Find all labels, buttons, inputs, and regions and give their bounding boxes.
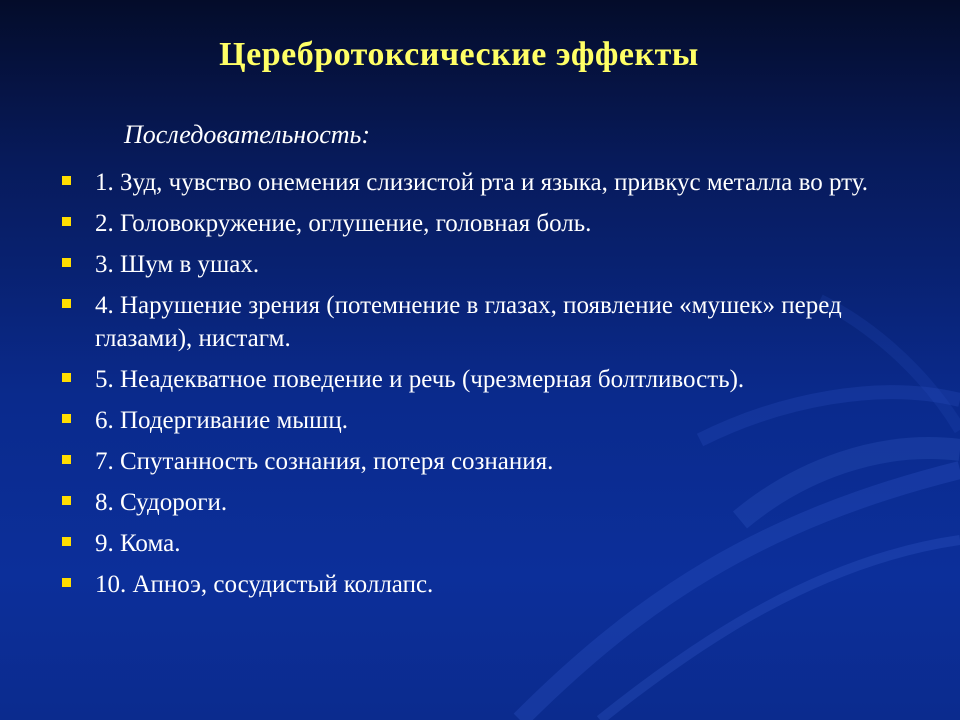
list-item [62,207,882,240]
square-bullet-icon [62,176,71,185]
list-item [62,363,882,396]
slide-subtitle: Последовательность: [124,120,370,149]
list-item [62,445,882,478]
list-item-text: 1. Зуд, чувство онемения слизистой рта и языка, привкус металла во рту. [95,169,868,196]
list-item-text: 10. Апноэ, сосудистый коллапс. [95,571,434,598]
square-bullet-icon [62,414,71,423]
list-item [62,486,882,519]
list-item [62,568,882,601]
list-item-text: 4. Нарушение зрения (потемнение в глазах, появление «мушек» перед глазами), нистагм. [95,292,842,352]
square-bullet-icon [62,537,71,546]
list-item-text: 3. Шум в ушах. [95,251,260,278]
list-item [62,166,882,199]
list-item-text: 8. Судороги. [95,489,228,516]
list-item [62,527,882,560]
square-bullet-icon [62,496,71,505]
square-bullet-icon [62,578,71,587]
list-item-text: 2. Головокружение, оглушение, головная боль. [95,210,592,237]
list-item-text: 5. Неадекватное поведение и речь (чрезмерная болтливость). [95,366,745,393]
list-item [62,404,882,437]
slide-title: Церебротоксические эффекты [219,36,699,73]
square-bullet-icon [62,217,71,226]
effects-list [62,166,882,609]
square-bullet-icon [62,299,71,308]
list-item [62,289,882,355]
square-bullet-icon [62,455,71,464]
list-item [62,248,882,281]
list-item-text: 7. Спутанность сознания, потеря сознания. [95,448,554,475]
list-item-text: 6. Подергивание мышц. [95,407,348,434]
list-item-text: 9. Кома. [95,530,181,557]
square-bullet-icon [62,258,71,267]
square-bullet-icon [62,373,71,382]
